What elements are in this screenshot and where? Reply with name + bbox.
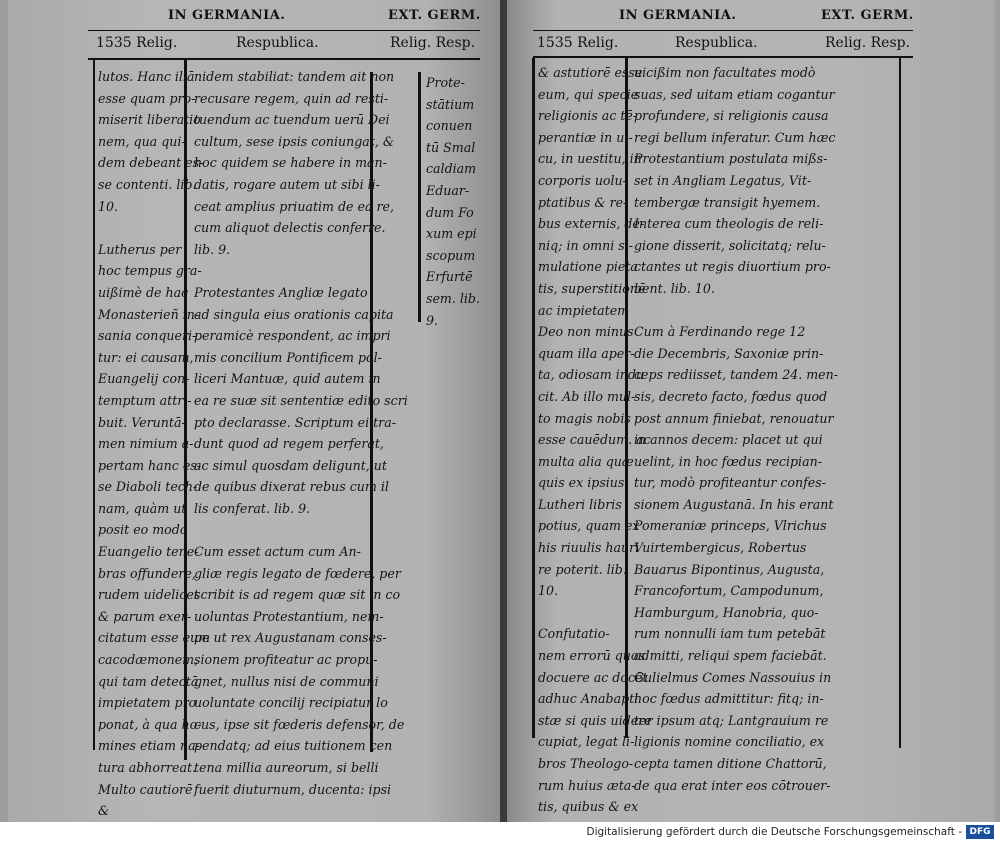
text-line: bent. lib. 10. bbox=[634, 280, 715, 296]
text-line: mis concilium Pontificem pol- bbox=[194, 349, 382, 365]
text-line: se Diaboli tech- bbox=[98, 479, 198, 495]
text-line: tis, superstitionē bbox=[538, 280, 646, 296]
text-line: esse quam pro- bbox=[98, 90, 196, 106]
text-line: citatum esse eum bbox=[98, 630, 211, 646]
text-line: Protestantes Angliæ legato bbox=[194, 284, 368, 300]
text-line bbox=[634, 300, 838, 322]
text-line: ligionis nomine conciliatio, ex bbox=[634, 734, 825, 750]
text-line: nam, quàm ut bbox=[98, 500, 187, 516]
text-line: ptatibus & re- bbox=[538, 194, 628, 210]
left-subheader-year: 1535 Relig. bbox=[96, 35, 178, 51]
text-line: sionem profiteatur ac propu- bbox=[194, 652, 378, 668]
text-line: ac impietatem bbox=[538, 302, 630, 318]
text-line: cus, ipse sit fœderis defensor, de bbox=[194, 716, 405, 732]
text-line: nem, qua qui- bbox=[98, 133, 186, 149]
text-line: Vuirtembergicus, Robertus bbox=[634, 540, 807, 556]
text-line: Bauarus Bipontinus, Augusta, bbox=[634, 561, 825, 577]
text-line: esse cauēdum. ac bbox=[538, 432, 651, 448]
text-line: gliæ regis legato de fœdere, per bbox=[194, 565, 401, 581]
text-line: buit. Veruntā- bbox=[98, 414, 186, 430]
text-line: set in Angliam Legatus, Vit- bbox=[634, 172, 812, 188]
left-outer-rule bbox=[93, 60, 95, 750]
text-line: ter ipsum atq; Lantgrauium re bbox=[634, 712, 829, 728]
footer-bar bbox=[0, 822, 1000, 842]
text-line: docuere ac docēt bbox=[538, 669, 648, 685]
text-line: cit. Ab illo mul- bbox=[538, 388, 636, 404]
text-line: hoc tempus gra- bbox=[98, 263, 202, 279]
text-line: lib. 9. bbox=[194, 241, 231, 257]
text-line: fuerit diuturnum, ducenta: ipsi bbox=[194, 781, 392, 797]
text-line: lis conferat. lib. 9. bbox=[194, 500, 311, 516]
text-line: de qua erat inter eos cōtrouer- bbox=[634, 777, 831, 793]
text-line: pendatq; ad eius tuitionem cen bbox=[194, 738, 393, 754]
left-column-rule-3 bbox=[418, 72, 421, 322]
left-running-head-section: EXT. GERM. bbox=[388, 8, 481, 23]
text-line: & astutiorē esse bbox=[538, 65, 643, 80]
text-line: 10. bbox=[538, 583, 559, 599]
text-line: gione disserit, solicitatq; relu- bbox=[634, 237, 826, 253]
text-line: Interea cum theologis de reli- bbox=[634, 216, 824, 232]
left-subheader-rule bbox=[88, 58, 480, 60]
text-line: dum Fo bbox=[426, 204, 474, 220]
text-line: cu, in uestitu, in bbox=[538, 151, 642, 167]
text-line: Francofortum, Campodunum, bbox=[634, 583, 824, 599]
text-line: Lutherus per bbox=[98, 241, 182, 257]
text-line: men nimium a- bbox=[98, 436, 194, 452]
text-line: rudem uidelicet bbox=[98, 587, 199, 603]
right-subheader-right: Relig. Resp. bbox=[825, 35, 911, 51]
text-line: nem errorū quos bbox=[538, 648, 645, 664]
text-line: liceri Mantuæ, quid autem in bbox=[194, 371, 381, 387]
text-line: corporis uolu- bbox=[538, 172, 627, 188]
text-line: mines etiam na- bbox=[98, 738, 200, 754]
text-line: pertam hanc es- bbox=[98, 457, 202, 473]
text-line: gnet, nullus nisi de communi bbox=[194, 673, 379, 689]
text-line: multa alia quæ bbox=[538, 453, 634, 469]
text-line: religionis ac tē- bbox=[538, 108, 638, 124]
text-line: caldiam bbox=[426, 161, 477, 177]
text-line: ac simul quosdam deligunt, ut bbox=[194, 457, 387, 473]
text-line: Eduar- bbox=[426, 182, 470, 198]
left-marginal-column bbox=[426, 72, 480, 331]
text-line: admitti, reliqui spem faciebāt. bbox=[634, 648, 827, 664]
text-line: Euangelio tene- bbox=[98, 544, 199, 560]
text-line: profundere, si religionis causa bbox=[634, 108, 829, 124]
text-line: posit eo modo bbox=[98, 522, 188, 538]
text-line: & bbox=[98, 803, 110, 819]
text-line: tena millia aureorum, si belli bbox=[194, 760, 379, 775]
left-header-rule bbox=[88, 30, 480, 31]
left-subheader-right: Relig. Resp. bbox=[390, 35, 476, 51]
text-line: 9. bbox=[426, 312, 439, 328]
text-line: rum huius æta- bbox=[538, 777, 636, 793]
right-column-2 bbox=[634, 62, 838, 796]
text-line: perantiæ in ui- bbox=[538, 129, 633, 145]
text-line: dunt quod ad regem perferat, bbox=[194, 436, 384, 452]
text-line: quis ex ipsius bbox=[538, 475, 625, 491]
text-line: his riuulis hauri bbox=[538, 540, 640, 556]
text-line bbox=[194, 260, 408, 282]
text-line bbox=[194, 519, 408, 541]
right-subheader-rule bbox=[533, 56, 913, 58]
text-line: ea re suæ sit sententiæ edito scri bbox=[194, 392, 408, 408]
text-line: Deo non minus bbox=[538, 324, 634, 340]
text-line: cacodæmonem, bbox=[98, 652, 199, 668]
left-running-head-title: IN GERMANIA. bbox=[168, 8, 286, 23]
text-line: conuen bbox=[426, 118, 473, 134]
text-line: regi bellum inferatur. Cum hæc bbox=[634, 129, 836, 145]
text-line: Lutheri libris bbox=[538, 496, 622, 512]
right-column-rule-2 bbox=[899, 58, 901, 748]
text-line: & parum exer- bbox=[98, 608, 192, 624]
text-line: ceat amplius priuatim de ea re, bbox=[194, 198, 394, 214]
text-line: niq; in omni si- bbox=[538, 237, 634, 253]
text-line: Euangelij con- bbox=[98, 371, 190, 387]
right-running-head-title: IN GERMANIA. bbox=[619, 8, 737, 23]
text-line: Protestantium postulata mißs- bbox=[634, 151, 828, 167]
text-line: se contenti. lib. bbox=[98, 176, 197, 192]
text-line: hoc quidem se habere in man- bbox=[194, 155, 387, 171]
book-gutter bbox=[500, 0, 507, 822]
text-line: tembergæ transigit hyemem. bbox=[634, 194, 821, 210]
text-line: bus externis, de- bbox=[538, 216, 645, 232]
text-line: Pomeraniæ princeps, Vlrichus bbox=[634, 518, 827, 534]
footer-credit-text: Digitalisierung gefördert durch die Deutsche Forschungsgemeinschaft - bbox=[586, 826, 962, 838]
text-line: in annos decem: placet ut qui bbox=[634, 432, 823, 448]
text-line: Hamburgum, Hanobria, quo- bbox=[634, 604, 819, 620]
text-line: cupiat, legat li- bbox=[538, 734, 635, 750]
text-line: tū Smal bbox=[426, 139, 476, 155]
text-line: lutos. Hanc illā bbox=[98, 69, 195, 84]
text-line: 10. bbox=[98, 198, 119, 214]
text-line: cultum, sese ipsis coniungat, & bbox=[194, 133, 395, 149]
text-line: ceps rediisset, tandem 24. men- bbox=[634, 367, 839, 383]
right-page bbox=[507, 0, 995, 822]
text-line: Prote- bbox=[426, 75, 465, 90]
text-line: cum aliquot delectis conferre. bbox=[194, 220, 386, 236]
text-line: stātium bbox=[426, 96, 475, 112]
text-line: Gulielmus Comes Nassouius in bbox=[634, 669, 832, 685]
right-header-rule bbox=[533, 30, 913, 31]
text-line: cepta tamen ditione Chattorū, bbox=[634, 756, 827, 771]
text-line: peramicè respondent, ac impri bbox=[194, 328, 391, 344]
right-subheader-center: Respublica. bbox=[675, 35, 758, 51]
text-line: tuendum ac tuendum uerū Dei bbox=[194, 112, 390, 128]
text-line: sania conqueri- bbox=[98, 328, 197, 344]
text-line: datis, rogare autem ut sibi li- bbox=[194, 176, 380, 192]
text-line: Cum esset actum cum An- bbox=[194, 544, 361, 560]
text-line: bras offundere, bbox=[98, 565, 196, 581]
text-line: adhuc Anabapti bbox=[538, 691, 639, 707]
text-line: uißimè de hac bbox=[98, 284, 189, 300]
right-outer-rule bbox=[532, 58, 535, 738]
text-line: sionem Augustanā. In his erant bbox=[634, 496, 834, 512]
text-line: de quibus dixerat rebus cum il bbox=[194, 479, 389, 495]
text-line: Erfurtē bbox=[426, 269, 473, 285]
text-line: ctantes ut regis diuortium pro- bbox=[634, 259, 831, 275]
text-line: dem debeant es- bbox=[98, 155, 204, 171]
text-line: uoluntas Protestantium, nem- bbox=[194, 608, 384, 624]
text-line: Confutatio- bbox=[538, 626, 610, 642]
text-line: ponat, à qua ho- bbox=[98, 716, 202, 732]
text-line: temptum attri- bbox=[98, 392, 192, 408]
text-line: post annum finiebat, renouatur bbox=[634, 410, 834, 426]
text-line: rum nonnulli iam tum petebāt bbox=[634, 626, 826, 642]
text-line: to magis nobis bbox=[538, 410, 631, 426]
text-line: nidem stabiliat: tandem ait non bbox=[194, 69, 395, 84]
text-line: stæ si quis uidere bbox=[538, 712, 652, 728]
text-line: tura abhorreat. bbox=[98, 760, 197, 775]
text-line: tur: ei causam, bbox=[98, 349, 194, 365]
text-line: re poterit. lib. bbox=[538, 561, 627, 577]
right-subheader-year: 1535 Relig. bbox=[537, 35, 619, 51]
left-page bbox=[8, 0, 500, 822]
text-line: miserit liberatio bbox=[98, 112, 201, 128]
text-line: sem. lib. bbox=[426, 290, 480, 306]
text-line: suas, sed uitam etiam cogantur bbox=[634, 86, 835, 102]
text-line: die Decembris, Saxoniæ prin- bbox=[634, 345, 824, 361]
text-line: scribit is ad regem quæ sit in co bbox=[194, 587, 401, 603]
left-column-2 bbox=[194, 66, 408, 800]
text-line: pto declarasse. Scriptum ei tra- bbox=[194, 414, 396, 430]
text-line: mulatione pieta bbox=[538, 259, 638, 275]
text-line: hoc fœdus admittitur: fitq; in- bbox=[634, 691, 824, 707]
text-line: ta, odiosam indu bbox=[538, 367, 645, 383]
text-line: tur, modò profiteantur confes- bbox=[634, 475, 826, 491]
text-line: eum, qui specie bbox=[538, 86, 639, 102]
text-line: potius, quam ex bbox=[538, 518, 640, 534]
text-line: uelint, in hoc fœdus recipian- bbox=[634, 453, 822, 469]
text-line: Multo cautiorē bbox=[98, 781, 193, 797]
text-line: xum epi bbox=[426, 226, 477, 242]
text-line: Cum à Ferdinando rege 12 bbox=[634, 324, 806, 340]
text-line: uoluntate concilij recipiatur lo bbox=[194, 695, 388, 711]
text-line: impietatem pro bbox=[98, 695, 197, 711]
text-line: Monasterieñ in- bbox=[98, 306, 200, 322]
text-line: pe ut rex Augustanam conses- bbox=[194, 630, 387, 646]
text-line: tis, quibus & ex bbox=[538, 799, 639, 815]
text-line: scopum bbox=[426, 247, 476, 263]
text-line: ad singula eius orationis capita bbox=[194, 306, 394, 322]
right-running-head-section: EXT. GERM. bbox=[821, 8, 914, 23]
dfg-logo: DFG bbox=[966, 825, 994, 839]
text-line: uicißim non facultates modò bbox=[634, 65, 816, 80]
text-line: recusare regem, quin ad resti- bbox=[194, 90, 389, 106]
text-line: sis, decreto facto, fœdus quod bbox=[634, 388, 828, 404]
text-line: quam illa aper- bbox=[538, 345, 635, 361]
text-line: bros Theologo- bbox=[538, 756, 634, 771]
text-line: qui tam detectā bbox=[98, 673, 199, 689]
left-subheader-center: Respublica. bbox=[236, 35, 319, 51]
